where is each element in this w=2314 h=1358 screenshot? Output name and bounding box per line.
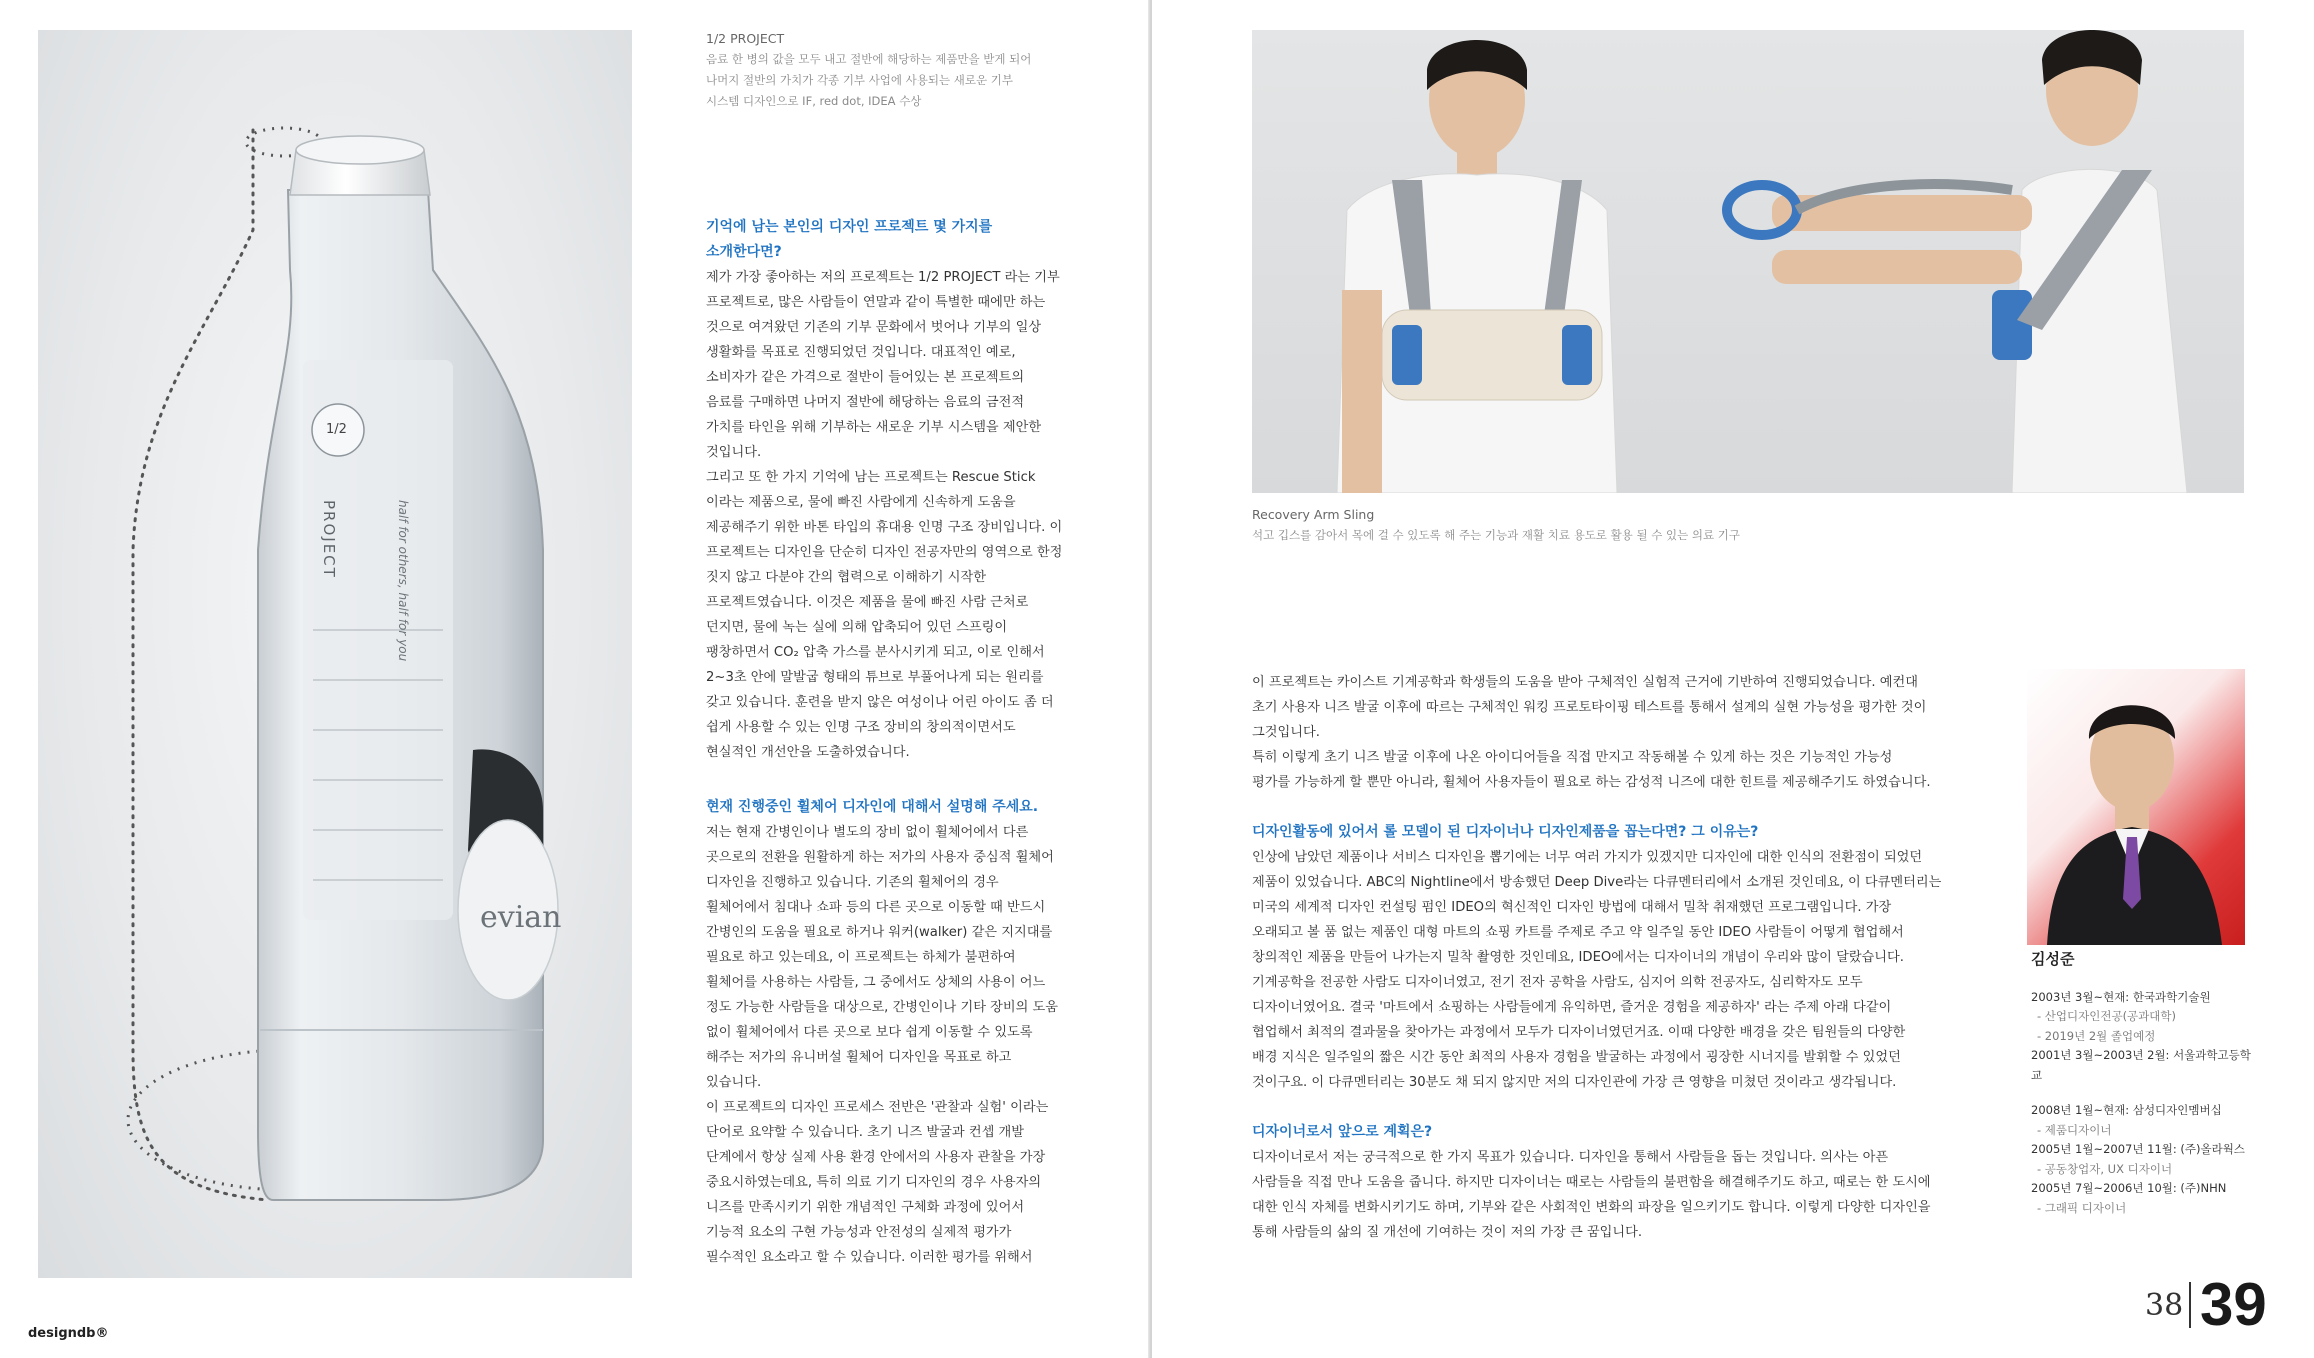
q1-body-line: 프로젝트였습니다. 이것은 제품을 물에 빠진 사람 근처로 — [706, 595, 1029, 610]
footer-brand: designdb® — [28, 1326, 109, 1341]
continuation-body — [1252, 670, 2012, 795]
q1-body-line: 것으로 여겨왔던 기존의 기부 문화에서 벗어나 기부의 일상 — [706, 320, 1042, 335]
q2-body-line: 간병인의 도움을 필요로 하거나 워커(walker) 같은 지지대를 — [706, 925, 1053, 940]
q3-body-line: 디자이너였어요. 결국 '마트에서 쇼핑하는 사람들에게 유익하면, 즐거운 경험을 제공하자' 라는 주제 아래 다같이 — [1252, 1000, 1892, 1015]
right-page — [1152, 0, 2314, 1358]
q2-body-line: 단계에서 항상 실제 사용 환경 안에서의 사용자 관찰을 가장 — [706, 1150, 1046, 1165]
q1-section — [706, 215, 1086, 765]
q1-body-line: 프로젝트는 디자인을 단순히 디자인 전공자만의 영역으로 한정 — [706, 545, 1063, 560]
q1-body-line: 소비자가 같은 가격으로 절반이 들어있는 본 프로젝트의 — [706, 370, 1025, 385]
page-number-left: 38 — [2145, 1288, 2184, 1323]
q4-body-line: 사람들을 직접 만나 도움을 줍니다. 하지만 디자이너는 때로는 사람들의 불편함을 해결해주기도 하고, 때로는 한 도시에 — [1252, 1175, 1931, 1190]
q1-body-line: 던지면, 물에 녹는 실에 의해 압축되어 있던 스프링이 — [706, 620, 1008, 635]
q2-body-line: 필수적인 요소라고 할 수 있습니다. 이러한 평가를 위해서 — [706, 1250, 1033, 1265]
q1-body-line: 것입니다. — [706, 445, 762, 460]
page-number-right: 39 — [2200, 1271, 2267, 1338]
q4-heading: 디자이너로서 앞으로 계획은? — [1252, 1124, 1433, 1140]
q1-body-line: 쉽게 사용할 수 있는 인명 구조 장비의 창의적이면서도 — [706, 720, 1016, 735]
profile-detail: - 공동창업자, UX 디자이너 — [2037, 1161, 2173, 1176]
bottle-label-project: PROJECT — [320, 500, 338, 579]
profile-gap — [2031, 1085, 2261, 1101]
profile-block — [2031, 950, 2261, 1218]
q1-body-line: 제가 가장 좋아하는 저의 프로젝트는 1/2 PROJECT 라는 기부 — [706, 270, 1060, 285]
arm-sling-caption — [1252, 504, 1952, 546]
q1-body-line: 프로젝트로, 많은 사람들이 연말과 같이 특별한 때에만 하는 — [706, 295, 1046, 310]
q1-heading-line: 소개한다면? — [706, 244, 782, 260]
q3-body-line: 제품이 있었습니다. ABC의 Nightline에서 방송했던 Deep Dive라는 다큐멘터리에서 소개된 것인데요, 이 다큐멘터리는 — [1252, 875, 1942, 890]
profile-entries — [2031, 988, 2261, 1219]
bottle-photo — [38, 30, 632, 1278]
continuation-line: 그것입니다. — [1252, 725, 1320, 740]
q4-body-line: 대한 인식 자체를 변화시키기도 하며, 기부와 같은 사회적인 변화의 파장을 일으키기도 합니다. 이렇게 다양한 디자인을 — [1252, 1200, 1931, 1215]
profile-entry: 2001년 3월~2003년 2월: 서울과학고등학교 — [2031, 1048, 2251, 1082]
q2-body-line: 니즈를 만족시키기 위한 개념적인 구체화 과정에 있어서 — [706, 1200, 1025, 1215]
q2-body-line: 정도 가능한 사람들을 대상으로, 간병인이나 기타 장비의 도움 — [706, 1000, 1059, 1015]
continuation-line: 이 프로젝트는 카이스트 기계공학과 학생들의 도움을 받아 구체적인 실험적 근거에 기반하여 진행되었습니다. 예컨대 — [1252, 675, 1918, 690]
profile-detail: - 그래픽 디자이너 — [2037, 1200, 2127, 1215]
profile-entry: 2008년 1월~현재: 삼성디자인멤버십 — [2031, 1103, 2222, 1117]
q1-body-line: 그리고 또 한 가지 기억에 남는 프로젝트는 Rescue Stick — [706, 470, 1036, 485]
portrait-illustration — [2027, 669, 2245, 945]
arm-sling-caption-text: 석고 깁스를 감아서 목에 걸 수 있도록 해 주는 기능과 재활 치료 용도로 활용 될 수 있는 의료 기구 — [1252, 528, 1740, 542]
q1-body-line: 현실적인 개선안을 도출하였습니다. — [706, 745, 910, 760]
q3-body-line: 오래되고 볼 품 없는 제품인 대형 마트의 쇼핑 카트를 주제로 주고 약 일주일 동안 IDEO 사람들이 어떻게 협업해서 — [1252, 925, 1904, 940]
q1-heading-line: 기억에 남는 본인의 디자인 프로젝트 몇 가지를 — [706, 219, 993, 235]
q1-body-line: 2~3초 안에 말발굽 형태의 튜브로 부풀어나게 되는 원리를 — [706, 670, 1044, 685]
q2-body-line: 이 프로젝트의 디자인 프로세스 전반은 '관찰과 실험' 이라는 — [706, 1100, 1049, 1115]
profile-entry: 2005년 1월~2007년 11월: (주)올라웍스 — [2031, 1142, 2245, 1156]
q1-body-line: 제공해주기 위한 바톤 타입의 휴대용 인명 구조 장비입니다. 이 — [706, 520, 1063, 535]
q3-body-line: 협업해서 최적의 결과물을 찾아가는 과정에서 모두가 디자이너였던거죠. 이때 다양한 배경을 갖은 팀원들의 다양한 — [1252, 1025, 1906, 1040]
left-page — [0, 0, 1150, 1358]
arm-sling-illustration — [1252, 30, 2244, 493]
q1-body-line: 음료를 구매하면 나머지 절반에 해당하는 음료의 금전적 — [706, 395, 1025, 410]
bottle-illustration — [38, 30, 632, 1278]
q4-section — [1252, 1120, 2012, 1245]
profile-entry: 2005년 7월~2006년 10월: (주)NHN — [2031, 1181, 2227, 1195]
q2-heading: 현재 진행중인 휠체어 디자인에 대해서 설명해 주세요. — [706, 799, 1039, 815]
profile-detail: - 산업디자인전공(공과대학) — [2037, 1009, 2176, 1023]
q1-body-line: 가치를 타인을 위해 기부하는 새로운 기부 시스템을 제안한 — [706, 420, 1042, 435]
profile-name: 김성준 — [2031, 950, 2075, 968]
q1-body — [706, 265, 1086, 765]
q2-body-line: 있습니다. — [706, 1075, 762, 1090]
project-caption-line: 시스템 디자인으로 IF, red dot, IDEA 수상 — [706, 94, 922, 108]
q2-body-line: 저는 현재 간병인이나 별도의 장비 없이 휠체어에서 다른 — [706, 825, 1029, 840]
q3-body — [1252, 845, 2012, 1095]
q2-body-line: 단어로 요약할 수 있습니다. 초기 니즈 발굴과 컨셉 개발 — [706, 1125, 1024, 1140]
q2-body-line: 해주는 저가의 유니버설 휠체어 디자인을 목표로 하고 — [706, 1050, 1012, 1065]
q2-body-line: 디자인을 진행하고 있습니다. 기존의 휠체어의 경우 — [706, 875, 999, 890]
q2-body-line: 휠체어에서 침대나 쇼파 등의 다른 곳으로 이동할 때 반드시 — [706, 900, 1046, 915]
q2-section — [706, 795, 1086, 1270]
page-number-divider — [2189, 1282, 2191, 1328]
q2-body-line: 없이 휠체어에서 다른 곳으로 보다 쉽게 이동할 수 있도록 — [706, 1025, 1033, 1040]
q2-body-line: 필요로 하고 있는데요, 이 프로젝트는 하체가 불편하여 — [706, 950, 1016, 965]
bottle-label-tagline: half for others, half for you — [396, 500, 410, 662]
q4-body — [1252, 1145, 2012, 1245]
profile-detail: - 제품디자이너 — [2037, 1122, 2112, 1137]
q3-heading: 디자인활동에 있어서 롤 모델이 된 디자이너나 디자인제품을 꼽는다면? 그 이유는? — [1252, 824, 1759, 840]
profile-entry: 2003년 3월~현재: 한국과학기술원 — [2031, 989, 2211, 1004]
q3-body-line: 배경 지식은 일주일의 짧은 시간 동안 최적의 사용자 경험을 발굴하는 과정에서 굉장한 시너지를 발휘할 수 있었던 — [1252, 1050, 1901, 1065]
q2-body-line: 휠체어를 사용하는 사람들, 그 중에서도 상체의 사용이 어느 — [706, 975, 1046, 990]
q3-body-line: 창의적인 제품을 만들어 나가는지 밀착 촬영한 것인데요, IDEO에서는 디자이너의 개념이 우리와 많이 달랐습니다. — [1252, 950, 1904, 965]
q4-body-line: 통해 사람들의 삶의 질 개선에 기여하는 것이 저의 가장 큰 꿈입니다. — [1252, 1225, 1643, 1240]
q3-body-line: 인상에 남았던 제품이나 서비스 디자인을 뽑기에는 너무 여러 가지가 있겠지만 디자인에 대한 인식의 전환점이 되었던 — [1252, 850, 1923, 865]
q2-body-line: 곳으로의 전환을 원활하게 하는 저가의 사용자 중심적 휠체어 — [706, 850, 1054, 865]
q1-body-line: 팽창하면서 CO₂ 압축 가스를 분사시키게 되고, 이로 인해서 — [706, 645, 1045, 660]
q4-body-line: 디자이너로서 저는 궁극적으로 한 가지 목표가 있습니다. 디자인을 통해서 사람들을 돕는 것입니다. 의사는 아픈 — [1252, 1150, 1889, 1165]
q2-body-line: 기능적 요소의 구현 가능성과 안전성의 실제적 평가가 — [706, 1225, 1012, 1240]
q3-body-line: 기계공학을 전공한 사람도 디자이너였고, 전기 전자 공학을 사람도, 심지어 의학 전공자도, 심리학자도 모두 — [1252, 975, 1863, 990]
continuation-line: 초기 사용자 니즈 발굴 이후에 따르는 구체적인 워킹 프로토타이핑 테스트를 통해서 설계의 실현 가능성을 평가한 것이 — [1252, 700, 1927, 715]
q1-body-line: 이라는 제품으로, 물에 빠진 사람에게 신속하게 도움을 — [706, 495, 1016, 510]
continuation-line: 특히 이렇게 초기 니즈 발굴 이후에 나온 아이디어들을 직접 만지고 작동해볼 수 있게 하는 것은 기능적인 가능성 — [1252, 750, 1893, 765]
profile-detail: - 2019년 2월 졸업예정 — [2037, 1028, 2156, 1043]
arm-sling-caption-title: Recovery Arm Sling — [1252, 507, 1375, 522]
continuation-line: 평가를 가능하게 할 뿐만 아니라, 휠체어 사용자들이 필요로 하는 감성적 니즈에 대한 힌트를 제공해주기도 하였습니다. — [1252, 775, 1931, 790]
q3-body-line: 것이구요. 이 다큐멘터리는 30분도 채 되지 않지만 저의 디자인관에 가장 큰 영향을 미쳤던 것이라고 생각됩니다. — [1252, 1075, 1897, 1090]
project-caption — [706, 28, 1036, 112]
project-caption-line: 음료 한 병의 값을 모두 내고 절반에 해당하는 제품만을 받게 되어 — [706, 52, 1032, 66]
profile-portrait — [2027, 669, 2245, 945]
bottle-label-fraction: 1/2 — [326, 422, 347, 437]
q3-section — [1252, 820, 2012, 1095]
project-caption-title: 1/2 PROJECT — [706, 31, 785, 46]
project-caption-line: 나머지 절반의 가치가 각종 기부 사업에 사용되는 새로운 기부 — [706, 73, 1013, 87]
q3-body-line: 미국의 세계적 디자인 컨설팅 펌인 IDEO의 혁신적인 디자인 방법에 대해서 밀착 취재했던 프로그램입니다. 가장 — [1252, 900, 1892, 915]
q2-body-line: 중요시하였는데요, 특히 의료 기기 디자인의 경우 사용자의 — [706, 1175, 1042, 1190]
recovery-arm-sling-photo — [1252, 30, 2244, 493]
q1-body-line: 짓지 않고 다분야 간의 협력으로 이해하기 시작한 — [706, 570, 986, 585]
q2-body — [706, 820, 1086, 1270]
q1-body-line: 생활화를 목표로 진행되었던 것입니다. 대표적인 예로, — [706, 345, 1016, 360]
q1-body-line: 갖고 있습니다. 훈련을 받지 않은 여성이나 어린 아이도 좀 더 — [706, 695, 1054, 710]
bottle-label-brand: evian — [480, 900, 562, 935]
